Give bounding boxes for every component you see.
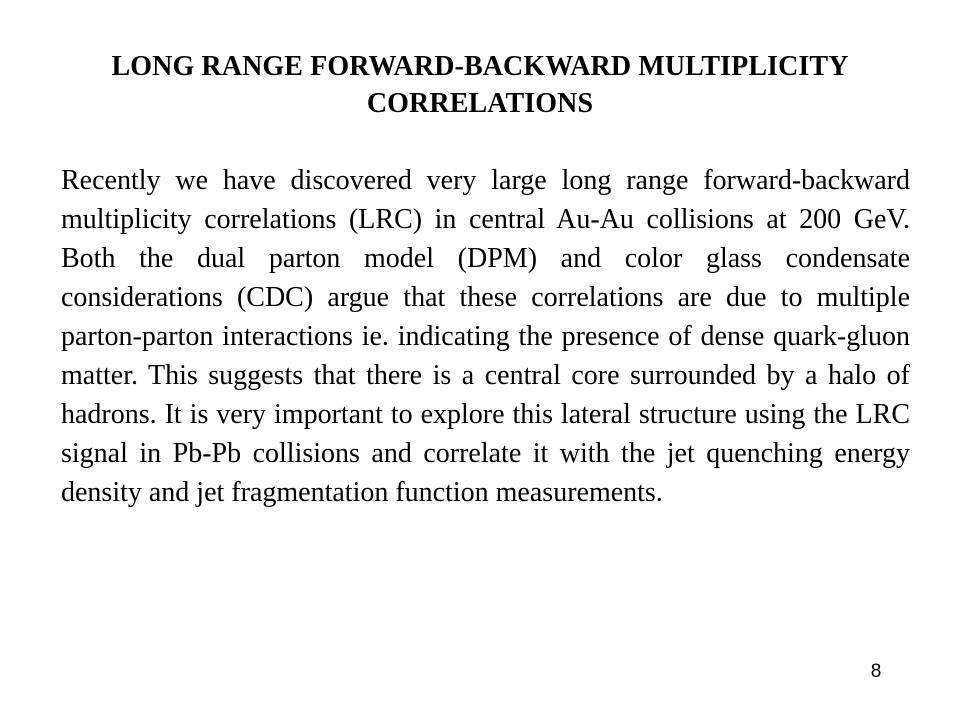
slide-body-paragraph: Recently we have discovered very large long range forward-backward multiplicity correlations (LRC) in central Au-Au collisions at 200 GeV. Both the dual parton model (DPM) and color glass condensate considerations (CDC) argue that these correlations are due to multiple parton-parton interactions ie. indicating the presence of dense quark-gluon matter. This suggests that there is a central core surrounded by a halo of hadrons. It is very important to explore this lateral structure using the LRC signal in Pb-Pb collisions and correlate it with the jet quenching energy density and jet fragmentation function measurements.: [61, 165, 910, 508]
slide-page-number: 8: [870, 661, 882, 682]
slide-title: LONG RANGE FORWARD-BACKWARD MULTIPLICITY CORRELATIONS: [111, 51, 849, 119]
